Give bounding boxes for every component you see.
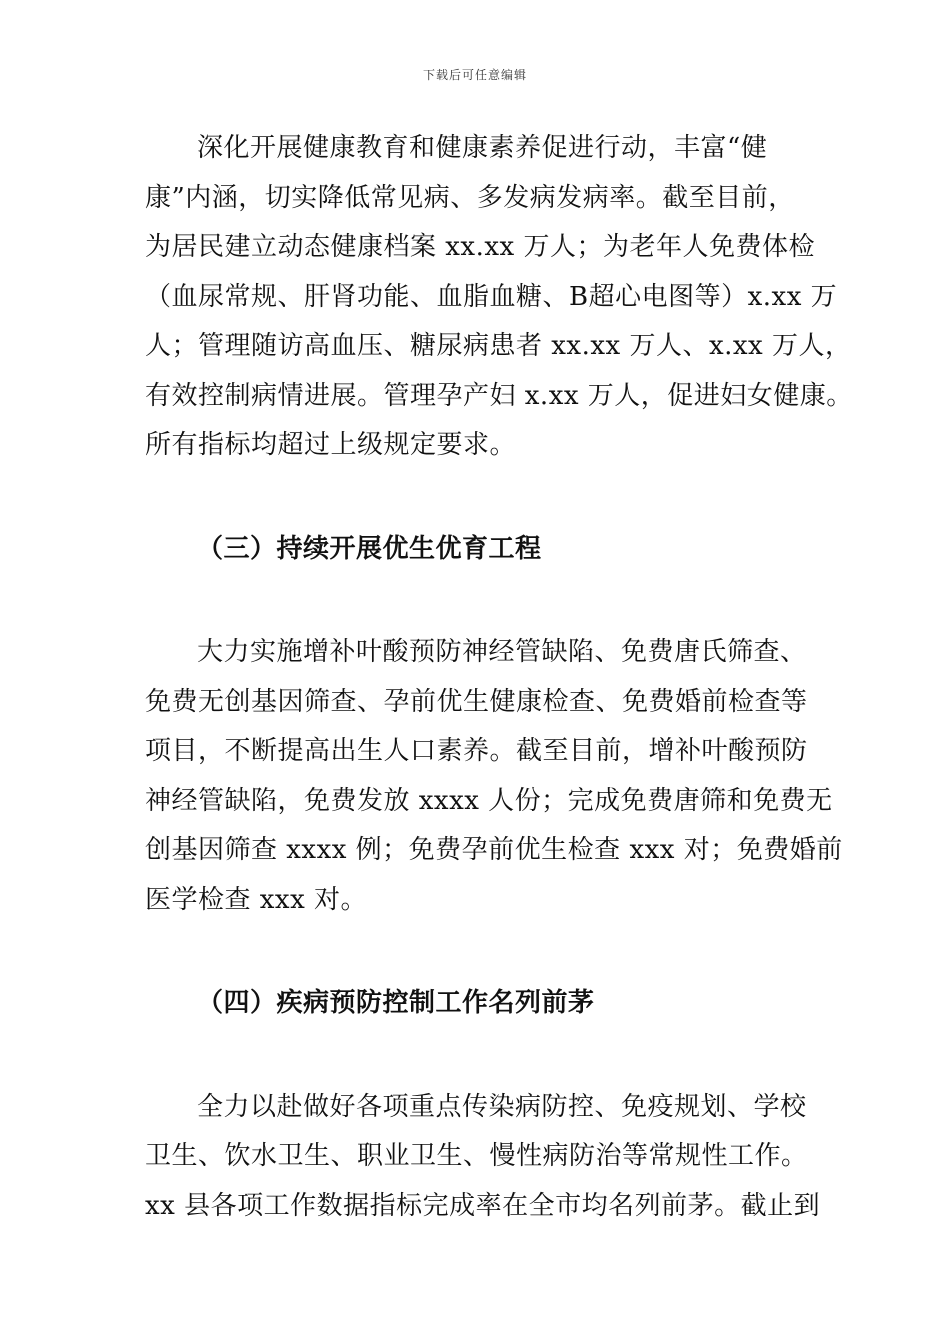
paragraph-line: 医学检查 xxx 对。 (145, 884, 368, 915)
paragraph-line: （血尿常规、肝肾功能、血脂血糖、B超心电图等）x.xx 万 (145, 281, 838, 312)
section-heading-3: （三）持续开展优生优育工程 (197, 533, 542, 564)
paragraph-line: 卫生、饮水卫生、职业卫生、慢性病防治等常规性工作。 (145, 1141, 808, 1171)
paragraph-line: 免费无创基因筛查、孕前优生健康检查、免费婚前检查等 (145, 686, 808, 717)
document-body (145, 124, 853, 1231)
paragraph-line: 神经管缺陷，免费发放 xxxx 人份；完成免费唐筛和免费无 (145, 785, 833, 816)
paragraph-line: xx 县各项工作数据指标完成率在全市均名列前茅。截止到 (145, 1190, 821, 1221)
paragraph-line: 全力以赴做好各项重点传染病防控、免疫规划、学校 (197, 1091, 807, 1122)
paragraph-line: 项目，不断提高出生人口素养。截至目前，增补叶酸预防 (145, 736, 808, 766)
paragraph-line: 所有指标均超过上级规定要求。 (145, 430, 517, 460)
paragraph-eugenics (145, 628, 843, 925)
paragraph-line: 深化开展健康教育和健康素养促进行动，丰富“健 (197, 133, 768, 163)
paragraph-line: 有效控制病情进展。管理孕产妇 x.xx 万人，促进妇女健康。 (145, 380, 853, 411)
paragraph-line: 创基因筛查 xxxx 例；免费孕前优生检查 xxx 对；免费婚前 (145, 835, 843, 865)
paragraph-disease-control (145, 1083, 835, 1232)
paragraph-health-education (145, 124, 853, 471)
page-header: 下载后可任意编辑 (422, 68, 527, 82)
section-heading-4: （四）疾病预防控制工作名列前茅 (197, 988, 595, 1018)
paragraph-line: 大力实施增补叶酸预防神经管缺陷、免费唐氏筛查、 (197, 637, 807, 667)
paragraph-line: 人；管理随访高血压、糖尿病患者 xx.xx 万人、x.xx 万人， (145, 331, 852, 361)
paragraph-line: 为居民建立动态健康档案 xx.xx 万人；为老年人免费体检 (145, 232, 815, 262)
paragraph-line: 康”内涵，切实降低常见病、多发病发病率。截至目前， (145, 182, 795, 213)
